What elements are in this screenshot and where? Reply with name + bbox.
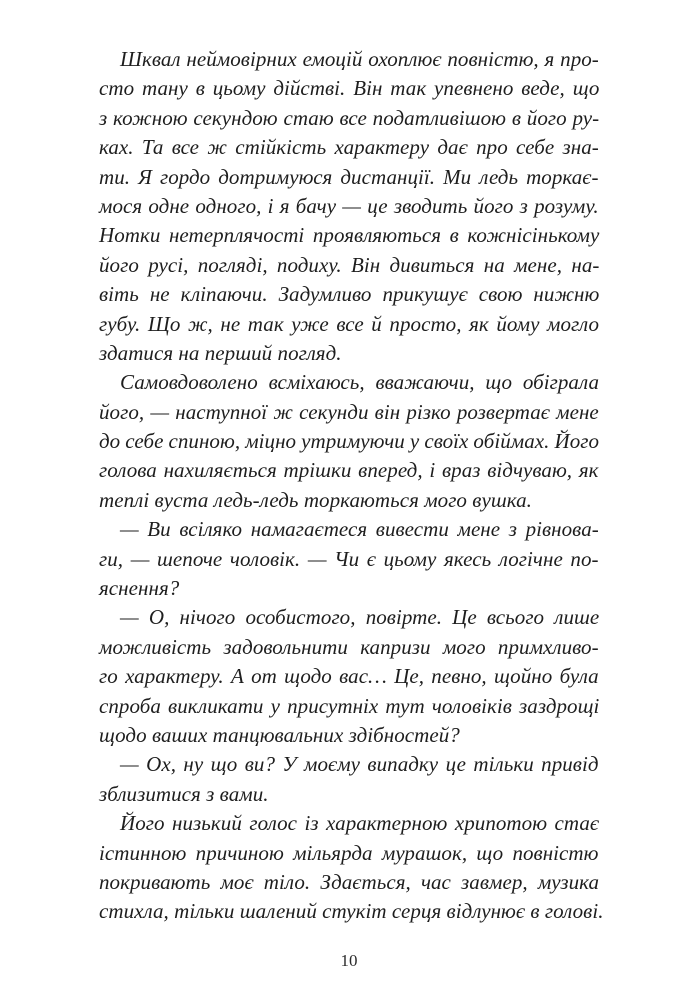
body-text — [99, 45, 604, 927]
text-line: Шквал неймовірних емоцій охоплює повністю, я про- — [120, 47, 599, 71]
text-line: Самовдоволено всміхаюсь, вважаючи, що обіграла — [120, 370, 599, 395]
text-line: яснення? — [99, 576, 180, 601]
text-line: зблизитися з вами. — [99, 781, 269, 806]
text-line: голова нахиляється трішки вперед, і враз відчуваю, як — [99, 458, 599, 483]
text-line: здатися на перший погляд. — [99, 340, 342, 365]
text-line: до себе спиною, міцно утримуючи у своїх обіймах. Його — [99, 429, 600, 454]
text-line: — Ох, ну що ви? У моєму випадку це тільки привід — [120, 752, 599, 777]
text-line: спроба викликати у присутніх тут чоловіків заздрощі — [99, 693, 600, 718]
page-number: 10 — [340, 951, 358, 970]
text-line: сто тану в цьому дійстві. Він так упевнено веде, що — [99, 76, 600, 101]
text-line: мося одне одного, і я бачу — це зводить його з розуму. — [99, 193, 599, 218]
text-line: віть не кліпаючи. Задумливо прикушує свою нижню — [99, 282, 600, 307]
text-line: покривають моє тіло. Здається, час завмер, музика — [99, 869, 600, 894]
text-line: — О, нічого особистого, повірте. Це всього лише — [120, 605, 600, 630]
text-line: істинною причиною мільярда мурашок, що повністю — [99, 840, 599, 865]
text-line: теплі вуста ледь-ледь торкаються мого вушка. — [99, 487, 532, 512]
text-line: щодо ваших танцювальних здібностей? — [99, 722, 460, 747]
text-line: його русі, погляді, подиху. Він дивиться на мене, на- — [99, 252, 600, 277]
text-line: Його низький голос із характерною хрипотою стає — [120, 811, 600, 836]
text-line: — Ви всіляко намагаєтеся вивести мене з рівнова- — [120, 517, 599, 542]
text-line: го характеру. А от щодо вас… Це, певно, щойно була — [99, 664, 599, 689]
text-line: ти. Я гордо дотримуюся дистанції. Ми ледь торкає- — [99, 164, 599, 189]
text-line: його, — наступної ж секунди він різко розвертає мене — [99, 399, 599, 424]
text-line: ках. Та все ж стійкість характеру дає про себе зна- — [99, 135, 599, 160]
text-line: стихла, тільки шалений стукіт серця відлунює в голові. — [99, 899, 604, 924]
text-line: губу. Що ж, не так уже все й просто, як йому могло — [99, 311, 600, 336]
text-line: з кожною секундою стаю все податливішою в його ру- — [99, 105, 600, 130]
text-line: можливість задовольнити капризи мого примхливо- — [99, 634, 599, 659]
text-line: ги, — шепоче чоловік. — Чи є цьому якесь логічне по- — [99, 546, 599, 571]
text-line: Нотки нетерплячості проявляються в кожнісінькому — [99, 223, 600, 248]
